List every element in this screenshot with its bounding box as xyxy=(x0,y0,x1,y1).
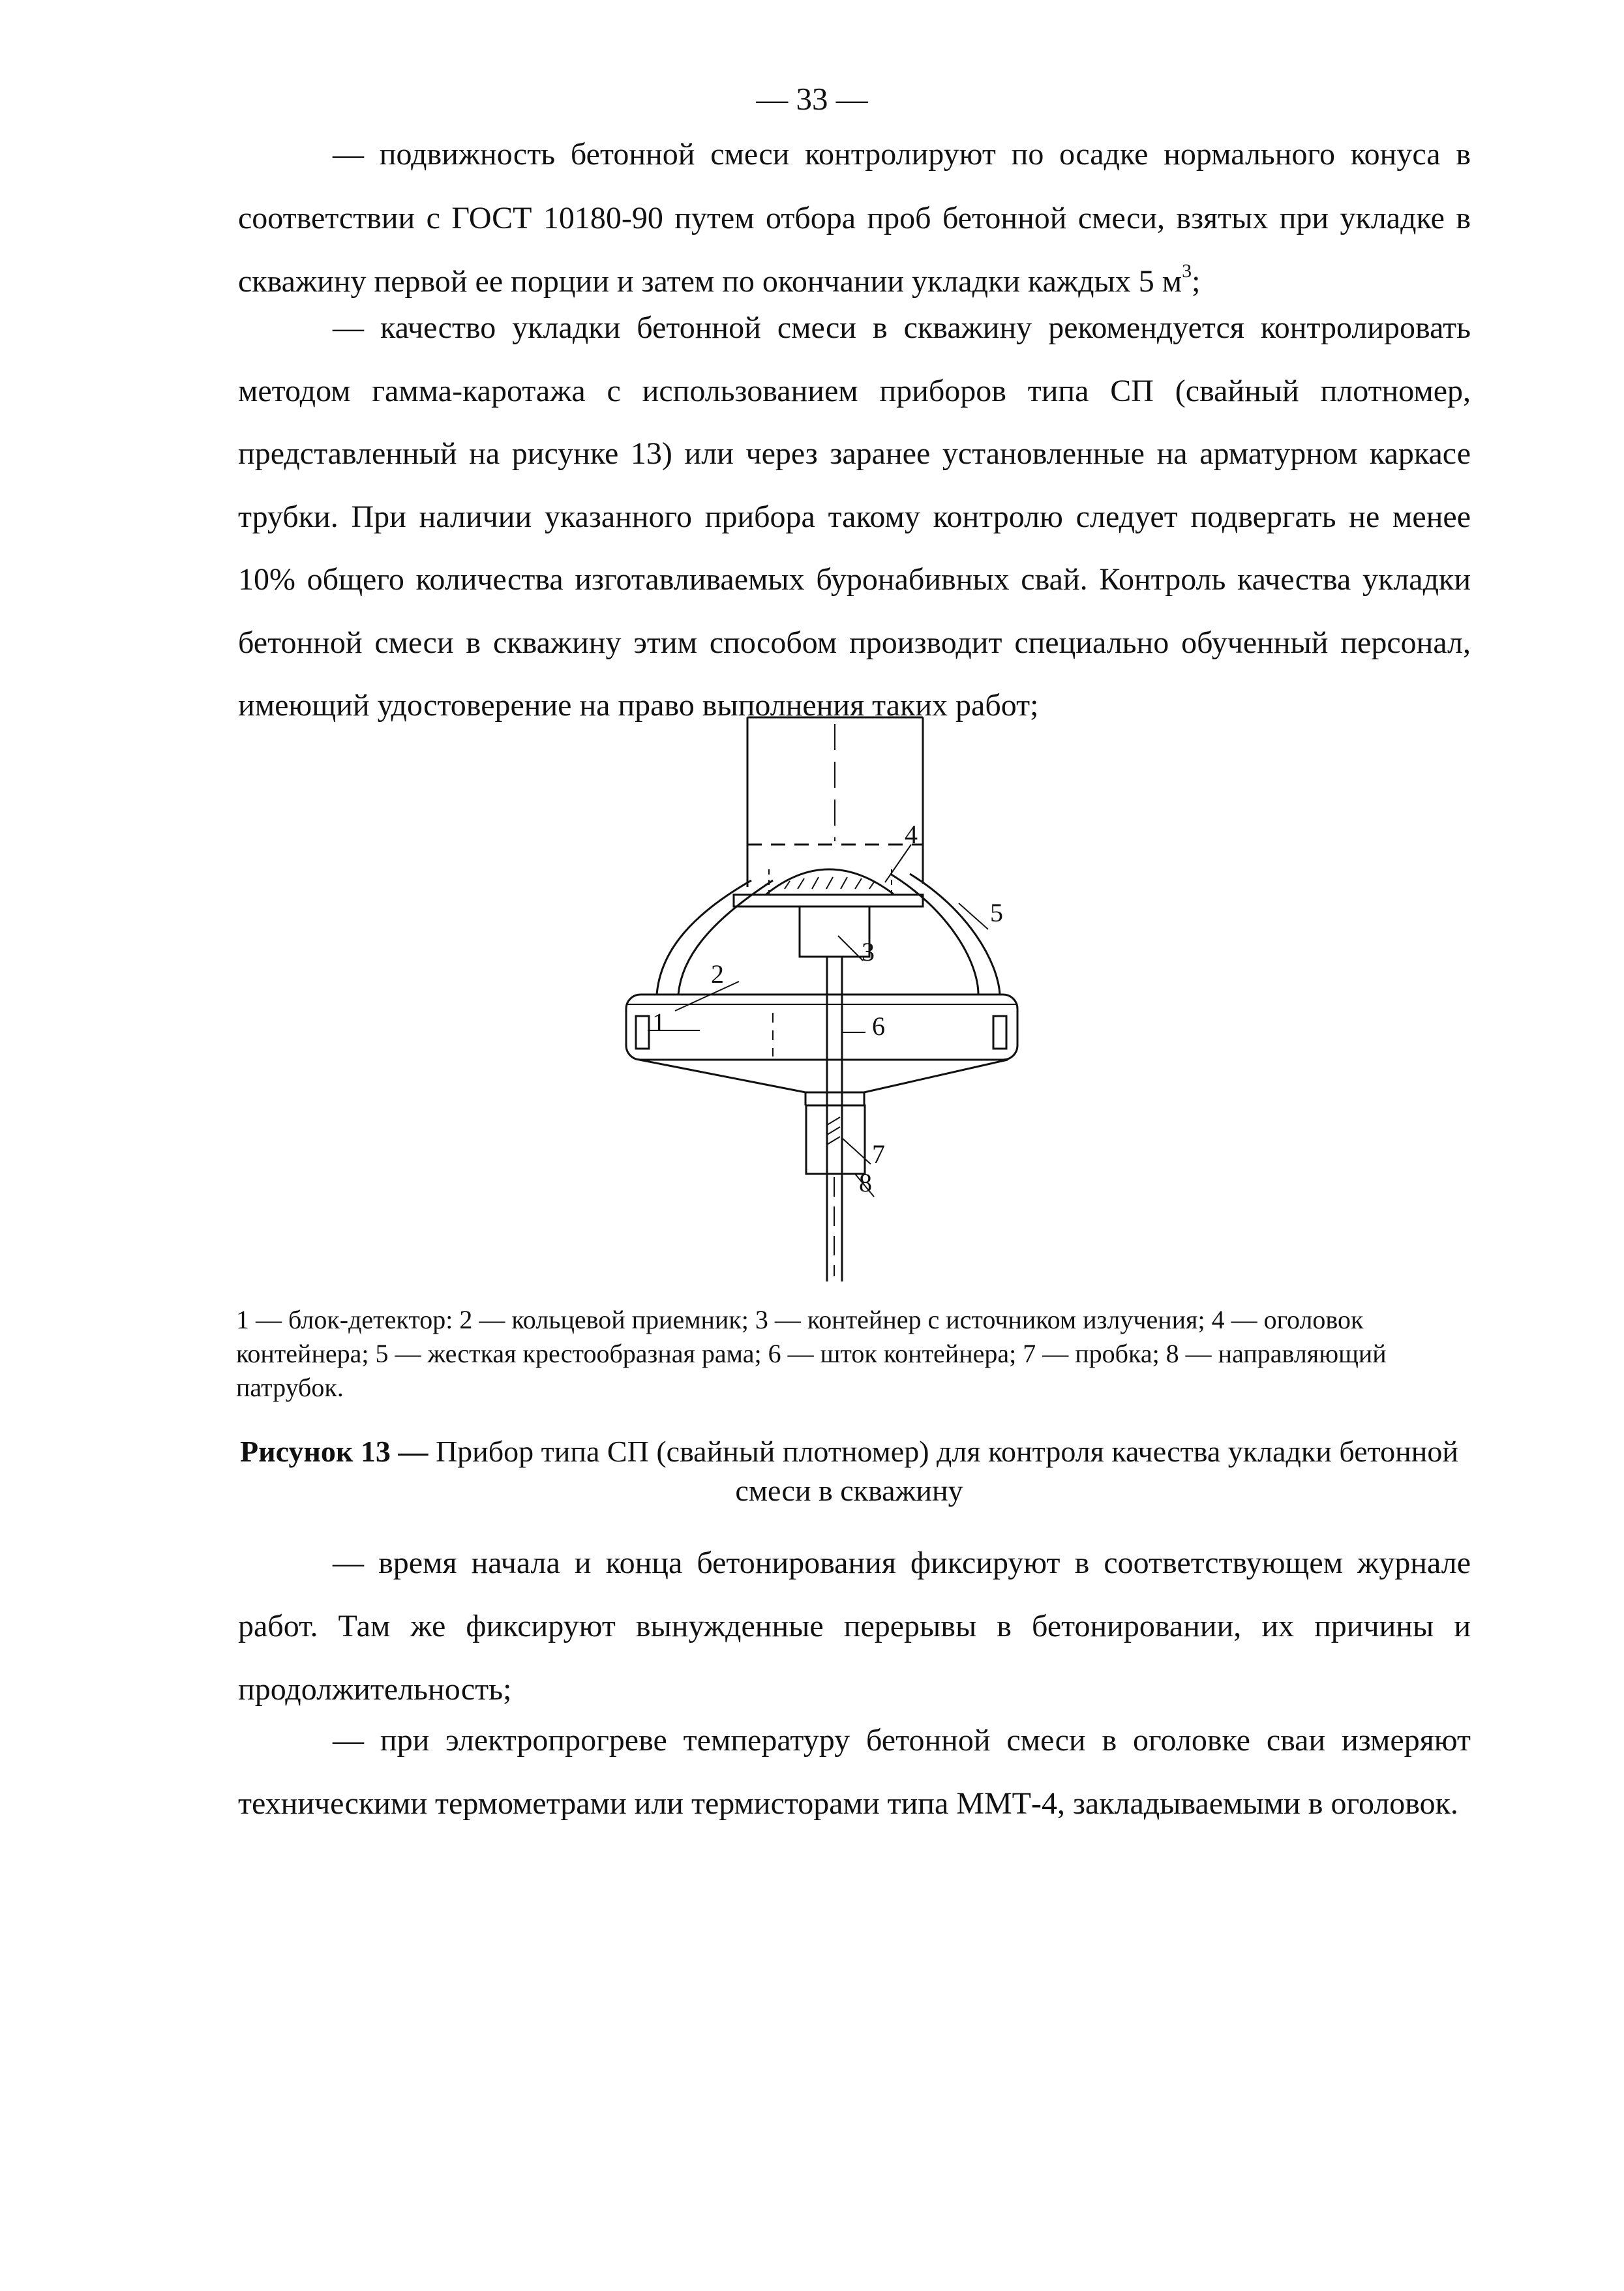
label-2: 2 xyxy=(711,959,724,989)
figure-caption xyxy=(236,1432,1462,1510)
label-6: 6 xyxy=(872,1011,885,1041)
density-meter-diagram xyxy=(623,714,1027,1281)
paragraph-timing-text: — время начала и конца бетонирования фиксируют в соответствующем журнале работ. Там же фиксируют вынужденные перерывы в бетонировании, их причины и продолжительность; xyxy=(238,1546,1471,1707)
label-8: 8 xyxy=(859,1168,872,1197)
figure-caption-number: Рисунок 13 — xyxy=(240,1435,429,1468)
figure-caption-text: Прибор типа СП (свайный плотномер) для контроля качества укладки бетонной смеси в скважину xyxy=(428,1435,1458,1507)
page-number: — 33 — xyxy=(756,81,868,117)
paragraph-mobility-end: ; xyxy=(1192,264,1201,299)
superscript-cubic: 3 xyxy=(1182,260,1192,282)
label-7: 7 xyxy=(872,1139,885,1169)
paragraph-mobility xyxy=(238,123,1471,314)
paragraph-mobility-text: — подвижность бетонной смеси контролируют по осадке нормального конуса в соответствии с ГОСТ 10180-90 путем отбора проб бетонной смеси, взятых при укладке в скважину первой ее порции и затем по окончании укладки каждых 5 м xyxy=(238,137,1471,299)
label-1: 1 xyxy=(652,1008,665,1037)
paragraph-electroheating xyxy=(238,1709,1471,1835)
figure-legend: 1 — блок-детектор: 2 — кольцевой приемник; 3 — контейнер с источником излучения; 4 — оголовок контейнера; 5 — жесткая крестообразная рама; 6 — шток контейнера; 7 — пробка; 8 — направляющий патрубок. xyxy=(236,1305,1387,1402)
paragraph-quality-control xyxy=(238,297,1471,738)
label-3: 3 xyxy=(862,937,875,966)
figure-density-meter xyxy=(623,714,1027,1281)
paragraph-timing xyxy=(238,1531,1471,1721)
paragraph-electroheating-text: — при электропрогреве температуру бетонной смеси в оголовке сваи измеряют техническими термометрами или термисторами типа ММТ-4, закладываемыми в оголовок. xyxy=(238,1723,1471,1821)
label-4: 4 xyxy=(905,820,918,849)
paragraph-quality-control-text: — качество укладки бетонной смеси в скважину рекомендуется контролировать методом гамма-каротажа с использованием приборов типа СП (свайный плотномер, представленный на рисунке 13) или через заранее установленные на арматурном каркасе трубки. При наличии указанного прибора такому контролю следует подвергать не менее 10% общего количества изготавливаемых буронабивных свай. Контроль качества укладки бетонной смеси в скважину этим способом производит специально обученный персонал, имеющий удостоверение на право выполнения таких работ; xyxy=(238,310,1471,723)
label-5: 5 xyxy=(990,898,1003,927)
